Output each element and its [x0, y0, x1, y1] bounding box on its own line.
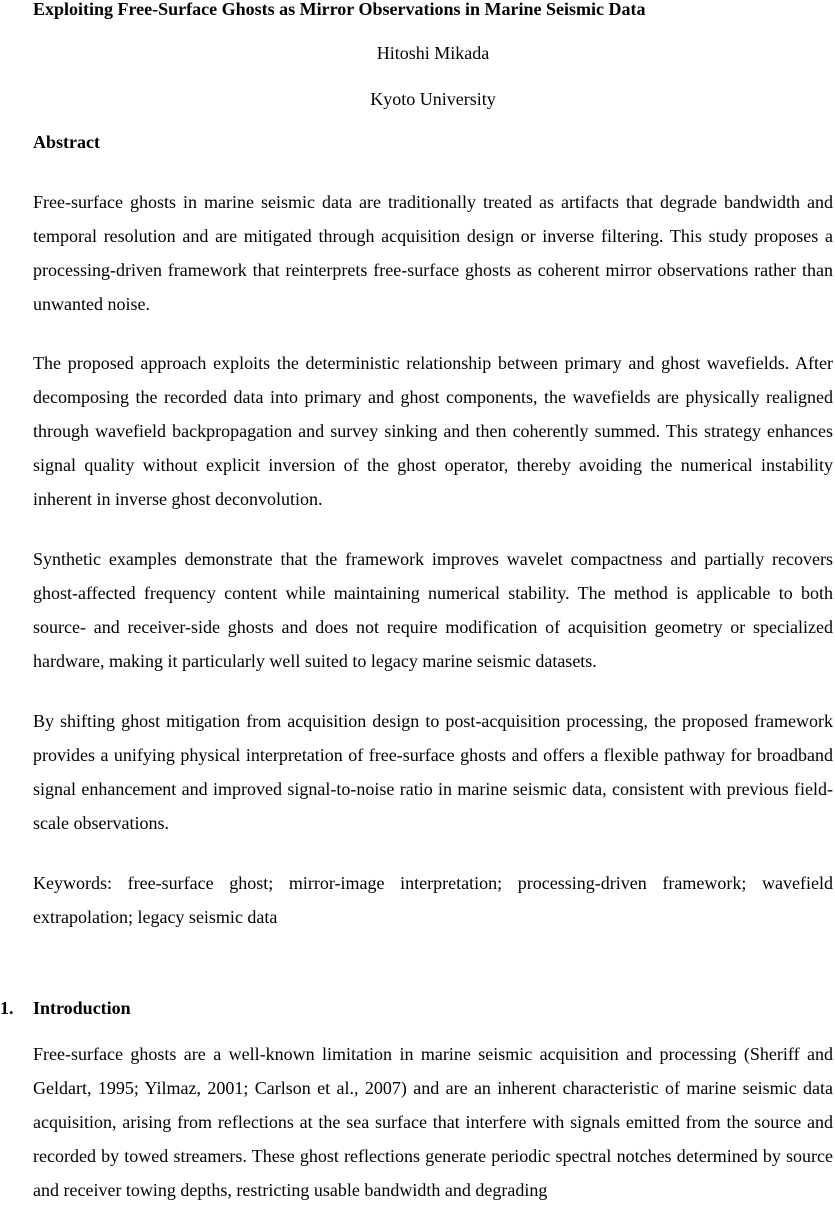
abstract-paragraph-3: Synthetic examples demonstrate that the framework improves wavelet compactness and partially recovers ghost-affected frequency content while maintaining numerical stability. The method is applicable to both source- and receiver-side ghosts and does not require modification of acquisition geometry or specialized hardware, making it particularly well suited to legacy marine seismic datasets.	[33, 549, 833, 671]
introduction-paragraph-1: Free-surface ghosts are a well-known limitation in marine seismic acquisition and processing (Sheriff and Geldart, 1995; Yilmaz, 2001; Carlson et al., 2007) and are an inherent characteristic of marine seismic data acquisition, arising from reflections at the sea surface that interfere with signals emitted from the source and recorded by towed streamers. These ghost reflections generate periodic spectral notches determined by source and receiver towing depths, restricting usable bandwidth and degrading	[33, 1044, 833, 1200]
author-affiliation: Kyoto University	[370, 89, 496, 109]
abstract-paragraph-2: The proposed approach exploits the deterministic relationship between primary and ghost wavefields. After decomposing the recorded data into primary and ghost components, the wavefields are physically realigned through wavefield backpropagation and survey sinking and then coherently summed. This strategy enhances signal quality without explicit inversion of the ghost operator, thereby avoiding the numerical instability inherent in inverse ghost deconvolution.	[33, 353, 833, 509]
section-number: 1.	[0, 998, 14, 1018]
abstract-paragraph-1: Free-surface ghosts in marine seismic data are traditionally treated as artifacts that degrade bandwidth and temporal resolution and are mitigated through acquisition design or inverse filtering. This study proposes a processing-driven framework that reinterprets free-surface ghosts as coherent mirror observations rather than unwanted noise.	[33, 192, 833, 314]
abstract-heading: Abstract	[33, 132, 100, 152]
keywords: Keywords: free-surface ghost; mirror-image interpretation; processing-driven framework; wavefield extrapolation; legacy seismic data	[33, 873, 833, 927]
section-title: Introduction	[33, 998, 131, 1018]
abstract-paragraph-4: By shifting ghost mitigation from acquisition design to post-acquisition processing, the proposed framework provides a unifying physical interpretation of free-surface ghosts and offers a flexible pathway for broadband signal enhancement and improved signal-to-noise ratio in marine seismic data, consistent with previous field-scale observations.	[33, 711, 833, 833]
section-heading-introduction	[0, 996, 131, 1020]
paper-title: Exploiting Free-Surface Ghosts as Mirror Observations in Marine Seismic Data	[33, 0, 646, 19]
author-name: Hitoshi Mikada	[376, 43, 490, 63]
